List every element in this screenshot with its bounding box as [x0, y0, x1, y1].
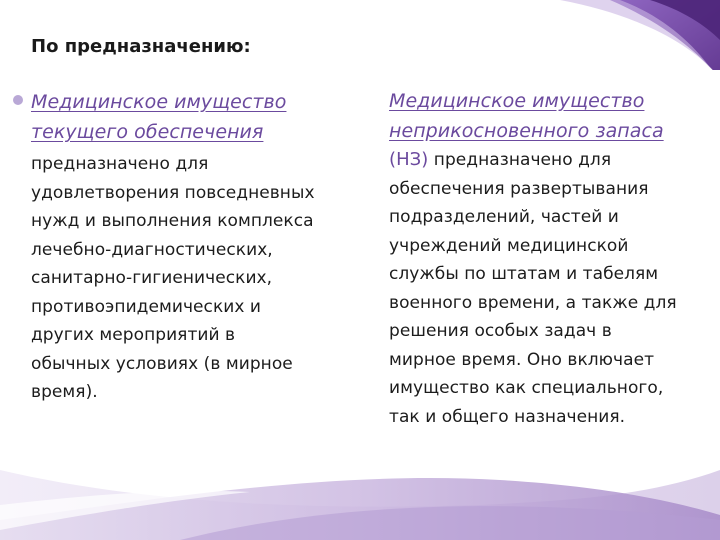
bullet-dot-icon [13, 95, 23, 105]
left-line: удовлетворения повседневных [31, 182, 315, 203]
right-description [389, 175, 719, 432]
right-line: военного времени, а также для [389, 292, 677, 313]
right-line: подразделений, частей и [389, 207, 619, 227]
right-line: мирное время. Оно включает [389, 349, 655, 370]
left-column [31, 87, 376, 407]
left-line: противоэпидемических и [31, 296, 262, 317]
left-description [31, 150, 376, 407]
left-line: предназначено для [31, 154, 209, 174]
right-first-line-rest: предназначено для [428, 150, 612, 170]
slide-title: По предназначению: [31, 36, 251, 57]
right-line: службы по штатам и табелям [389, 264, 659, 284]
left-line: обычных условиях (в мирное [31, 353, 293, 374]
left-line: нужд и выполнения комплекса [31, 211, 314, 231]
left-line: санитарно-гигиенических, [31, 268, 273, 288]
right-line: так и общего назначения. [389, 406, 626, 427]
right-line: имущество как специального, [389, 378, 664, 398]
left-line: лечебно-диагностических, [31, 239, 273, 260]
right-column [389, 86, 719, 431]
right-first-line [389, 146, 719, 175]
left-line: других мероприятий в [31, 325, 236, 345]
left-term-line-2: текущего обеспечения [31, 121, 264, 143]
left-line: время). [31, 382, 98, 402]
left-term-line-1: Медицинское имущество [31, 91, 287, 113]
right-line: учреждений медицинской [389, 235, 629, 256]
right-term-line-2: неприкосновенного запаса [389, 120, 664, 142]
right-term-line-1: Медицинское имущество [389, 90, 645, 112]
right-line: обеспечения развертывания [389, 178, 649, 199]
right-line: решения особых задач в [389, 321, 612, 341]
right-abbreviation: (НЗ) [389, 149, 429, 170]
